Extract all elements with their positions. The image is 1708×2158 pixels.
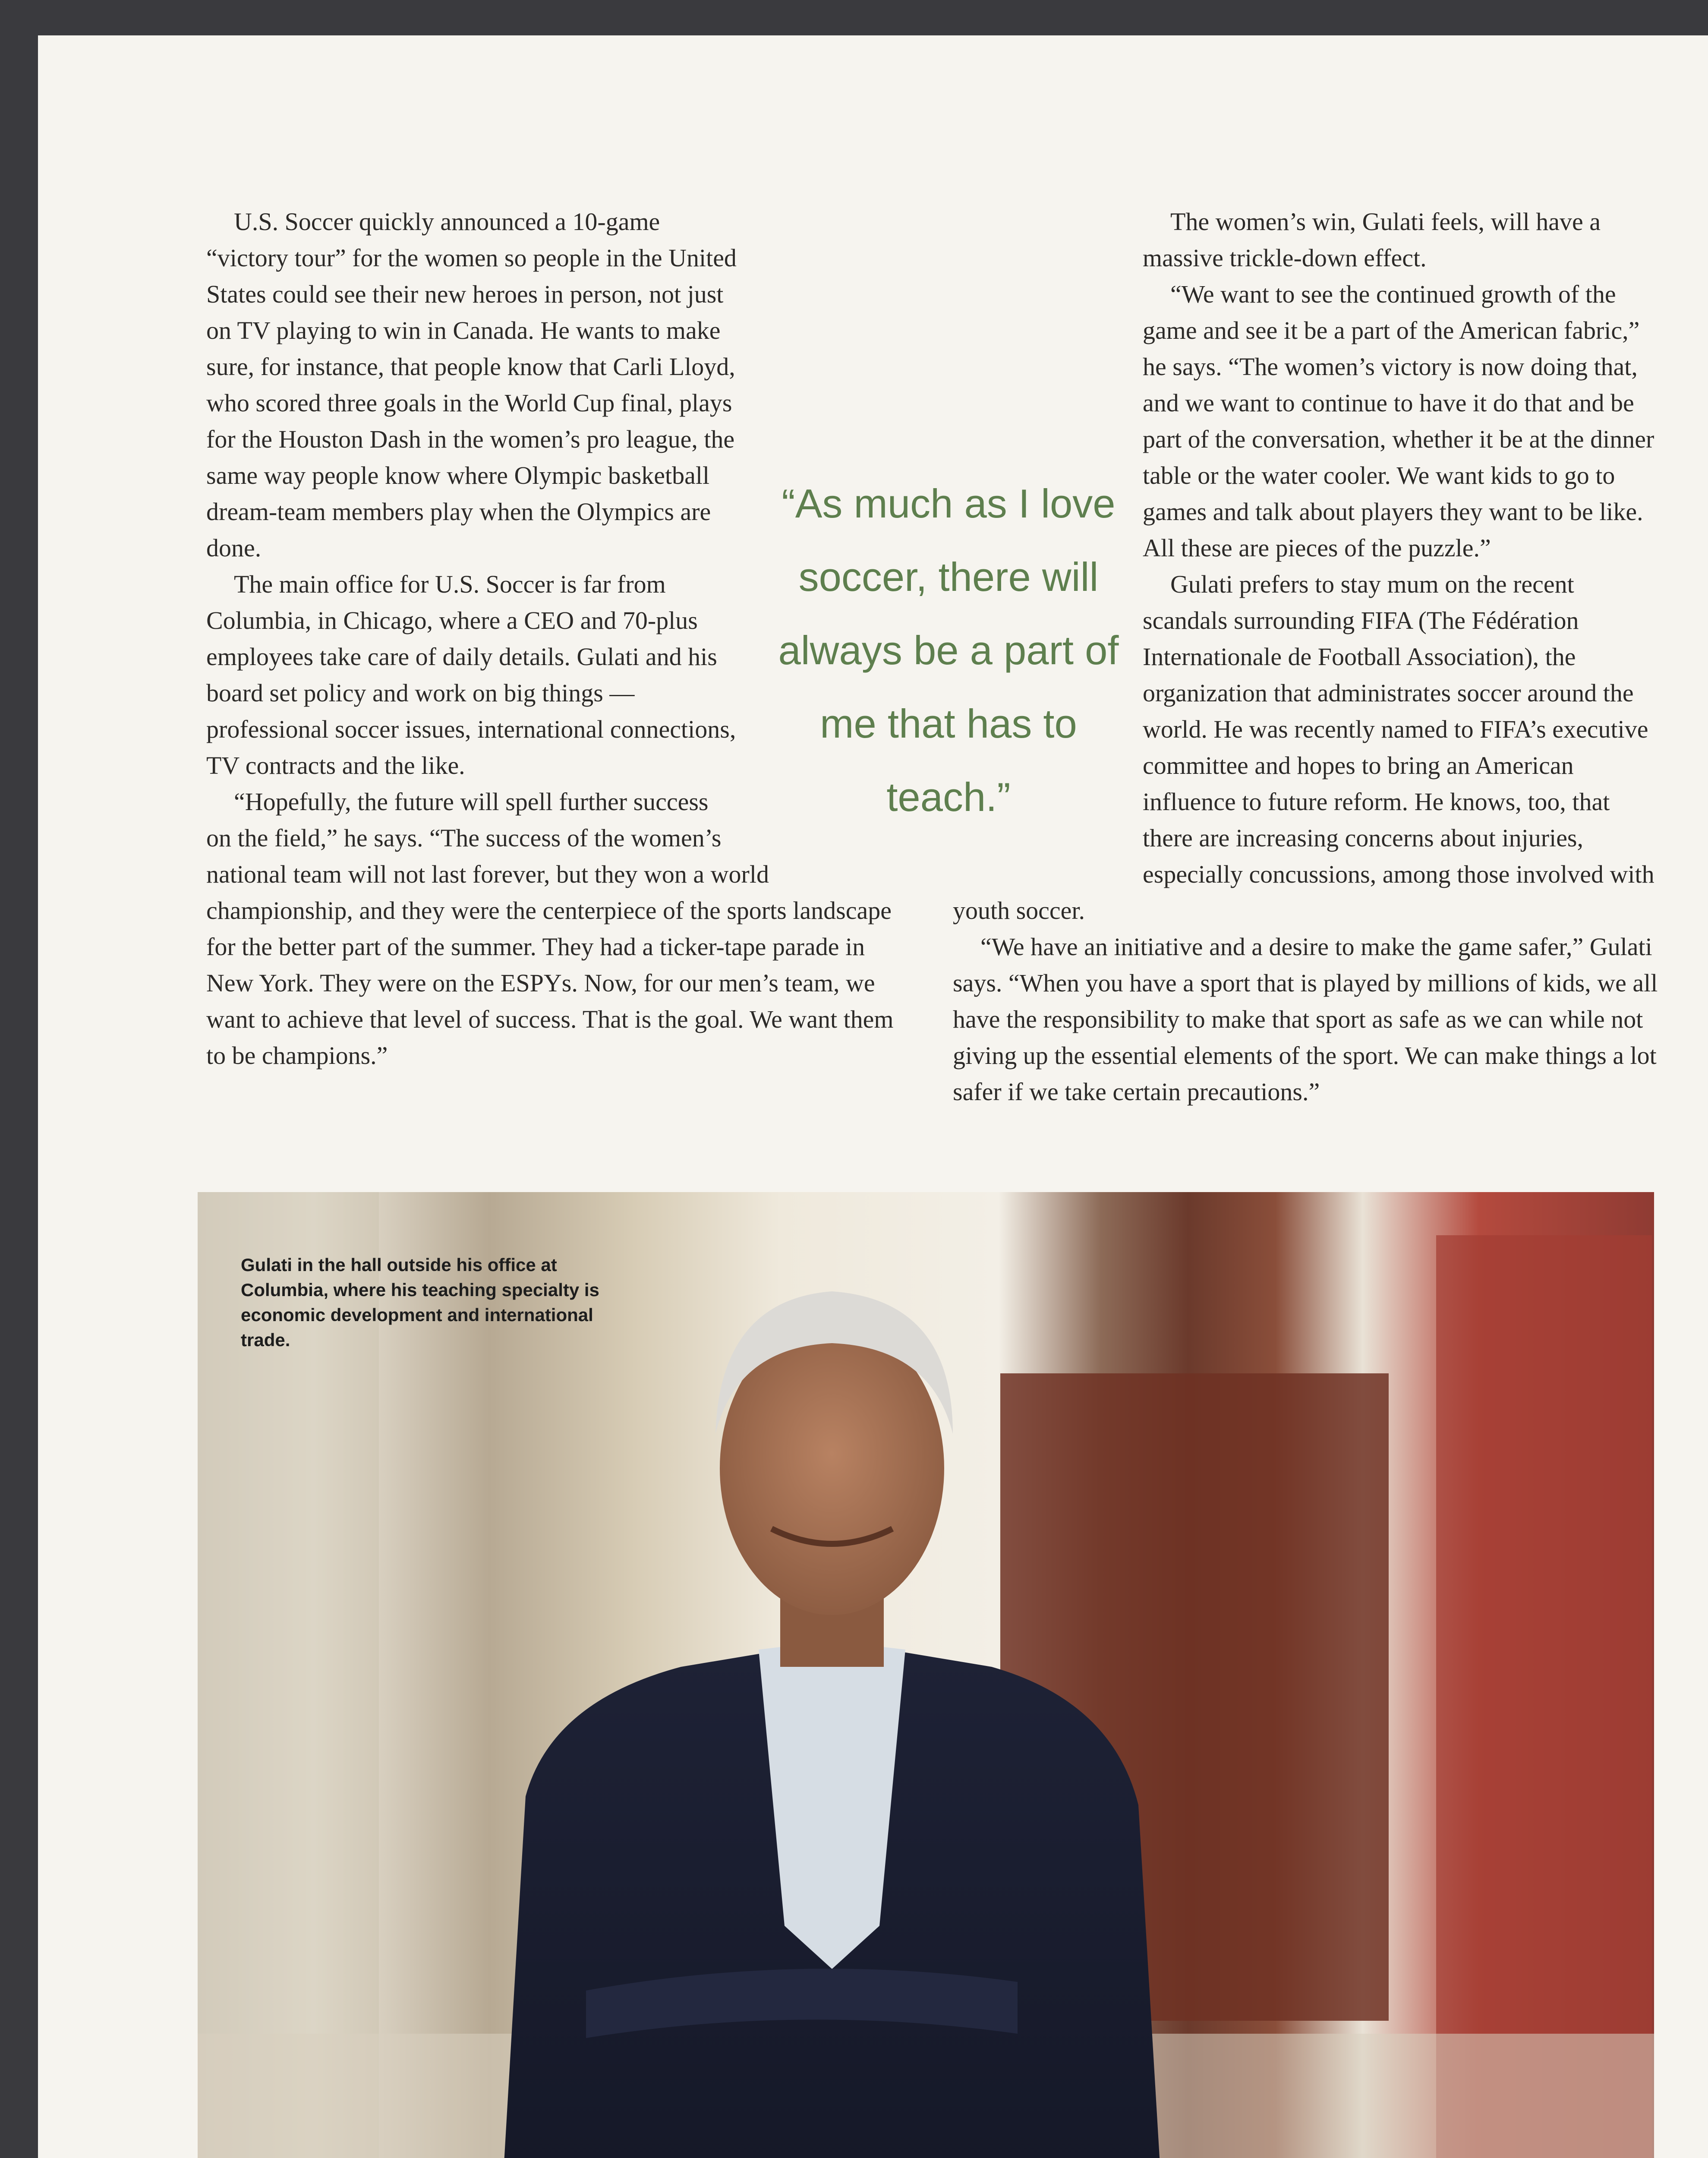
pull-quote: “As much as I love soccer, there will always be a part of me that has to teach.” xyxy=(778,481,1119,820)
body-paragraph: The women’s win, Gulati feels, will have a massive trickle-down effect. xyxy=(1143,208,1601,272)
body-paragraph: “We want to see the continued growth of the game and see it be a part of the American fabric,” he says. “The women’s victory is now doing that, and we want to continue to have it do that and be part of the conversation, whether it be at the dinner table or the water cooler. We want kids to go to games and talk about players they want to be like. All these are pieces of the puzzle.” xyxy=(1143,280,1654,562)
body-paragraph: “Hopefully, the future will spell further success on the field,” he says. “The success of the women’s national team will not last forever, but they won a world championship, and they were the centerpiece of the sports landscape for the better part of the summer. They had a ticker-tape parade in New York. They were on the ESPYs. Now, for our men’s team, we want to achieve that level of success. That is the goal. We want them to be champions.” xyxy=(206,788,894,1070)
body-paragraph: Gulati prefers to stay mum on the recent scandals surrounding FIFA (The Fédération Internationale de Football Association), the organization that administrates soccer around the world. He was recently named to FIFA’s executive committee and hopes to bring an American influence to future reform. He knows, too, that there are increasing concerns about injuries, especially concussions, among those involved with youth soccer. xyxy=(953,570,1654,924)
body-paragraph: “We have an initiative and a desire to make the game safer,” Gulati says. “When you have a sport that is played by millions of kids, we all have the responsibility to make that sport as safe as we can while not giving up the essential elements of the sport. We can make things a lot safer if we take certain precautions.” xyxy=(953,933,1658,1106)
magazine-page xyxy=(38,35,1708,2158)
body-paragraph: The main office for U.S. Soccer is far from Columbia, in Chicago, where a CEO and 70-plus employees take care of daily details. Gulati and his board set policy and work on big things — professional soccer issues, international connections, TV contracts and the like. xyxy=(206,570,736,779)
body-paragraph: U.S. Soccer quickly announced a 10-game “victory tour” for the women so people in the United States could see their new heroes in person, not just on TV playing to win in Canada. He wants to make sure, for instance, that people know that Carli Lloyd, who scored three goals in the World Cup final, plays for the Houston Dash in the women’s pro league, the same way people know where Olympic basketball dream-team members play when the Olympics are done. xyxy=(206,208,737,562)
photo-caption: Gulati in the hall outside his office at Columbia, where his teaching specialty is economic development and international trade. xyxy=(241,1255,599,1350)
